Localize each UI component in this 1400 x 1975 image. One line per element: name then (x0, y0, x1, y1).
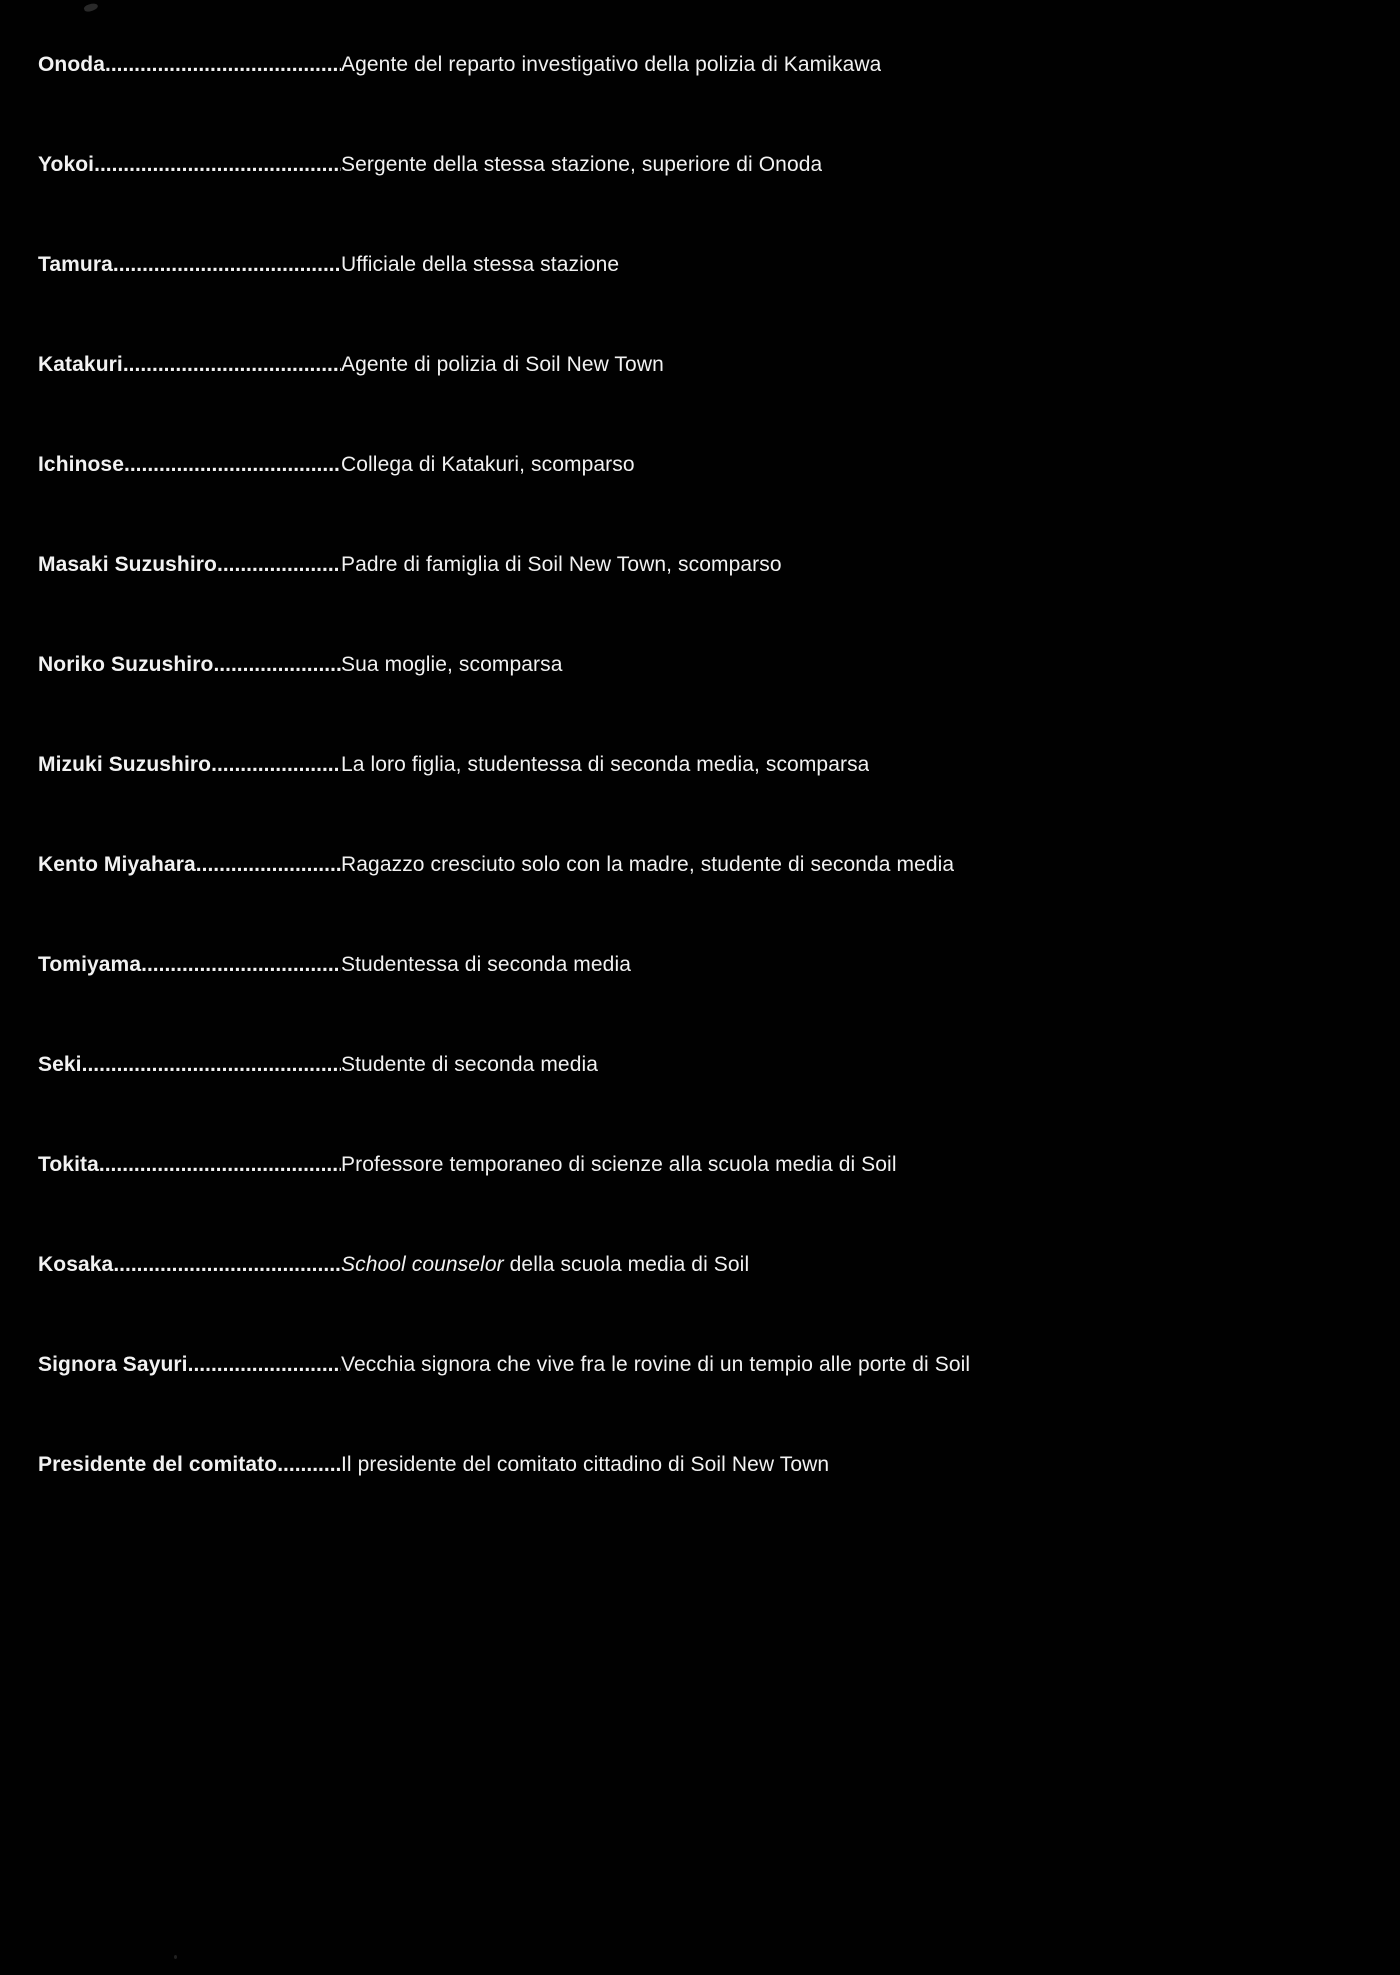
character-row (38, 152, 1370, 252)
character-row (38, 352, 1370, 452)
character-name: Kento Miyahara (38, 853, 196, 876)
character-name: Tamura (38, 253, 113, 276)
character-name-cell (38, 152, 341, 178)
dot-leader (124, 452, 341, 478)
character-row (38, 852, 1370, 952)
dot-leader (188, 1352, 341, 1378)
character-row (38, 1052, 1370, 1152)
character-row (38, 652, 1370, 752)
dot-leader (105, 52, 341, 78)
dot-leader (94, 152, 341, 178)
character-row (38, 1352, 1370, 1452)
character-description: Vecchia signora che vive fra le rovine di un tempio alle porte di Soil (341, 1353, 971, 1376)
character-name: Onoda (38, 53, 105, 76)
character-name: Signora Sayuri (38, 1353, 188, 1376)
character-name: Noriko Suzushiro (38, 653, 214, 676)
dot-leader (123, 352, 341, 378)
character-description: Il presidente del comitato cittadino di Soil New Town (341, 1453, 830, 1476)
character-description-italic: School counselor (341, 1253, 504, 1276)
character-description: Ragazzo cresciuto solo con la madre, studente di seconda media (341, 853, 955, 876)
character-row (38, 752, 1370, 852)
scan-artifact (174, 1955, 177, 1959)
dot-leader (211, 752, 341, 778)
character-name-cell (38, 652, 341, 678)
character-name-cell (38, 52, 341, 78)
dot-leader (113, 1252, 341, 1278)
character-name: Presidente del comitato (38, 1453, 278, 1476)
character-name-cell (38, 1352, 341, 1378)
character-description: Sergente della stessa stazione, superiore di Onoda (341, 153, 823, 176)
character-name: Yokoi (38, 153, 95, 176)
character-description: Agente del reparto investigativo della polizia di Kamikawa (341, 53, 882, 76)
character-name-cell (38, 552, 341, 578)
dot-leader (113, 252, 341, 278)
dot-leader (217, 552, 341, 578)
character-description: Agente di polizia di Soil New Town (341, 353, 664, 376)
character-name-cell (38, 1252, 341, 1278)
character-name: Kosaka (38, 1253, 114, 1276)
character-name-cell (38, 852, 341, 878)
character-name-cell (38, 352, 341, 378)
character-name-cell (38, 752, 341, 778)
character-name-cell (38, 952, 341, 978)
character-row (38, 1252, 1370, 1352)
character-row (38, 952, 1370, 1052)
character-description: Professore temporaneo di scienze alla scuola media di Soil (341, 1153, 897, 1176)
character-description: La loro figlia, studentessa di seconda media, scomparsa (341, 753, 870, 776)
character-name: Ichinose (38, 453, 124, 476)
character-row (38, 52, 1370, 152)
dot-leader (196, 852, 341, 878)
character-name: Tomiyama (38, 953, 142, 976)
character-name-cell (38, 1452, 341, 1478)
character-list (38, 52, 1370, 1552)
character-name: Seki (38, 1053, 82, 1076)
dot-leader (99, 1152, 341, 1178)
character-name-cell (38, 252, 341, 278)
scan-artifact (83, 2, 98, 13)
character-name-cell (38, 1052, 341, 1078)
character-name: Tokita (38, 1153, 99, 1176)
character-row (38, 1152, 1370, 1252)
character-row (38, 452, 1370, 552)
character-row (38, 1452, 1370, 1552)
character-description: Studente di seconda media (341, 1053, 599, 1076)
character-description: School counselor della scuola media di Soil (341, 1253, 750, 1276)
character-description: Ufficiale della stessa stazione (341, 253, 620, 276)
character-name-cell (38, 452, 341, 478)
character-name: Katakuri (38, 353, 123, 376)
character-description: Padre di famiglia di Soil New Town, scomparso (341, 553, 782, 576)
character-description: Studentessa di seconda media (341, 953, 631, 976)
character-name: Masaki Suzushiro (38, 553, 217, 576)
dot-leader (277, 1452, 341, 1478)
dot-leader (213, 652, 341, 678)
character-name-cell (38, 1152, 341, 1178)
character-name: Mizuki Suzushiro (38, 753, 212, 776)
dot-leader (82, 1052, 341, 1078)
character-row (38, 552, 1370, 652)
character-description: Collega di Katakuri, scomparso (341, 453, 635, 476)
character-description: Sua moglie, scomparsa (341, 653, 563, 676)
dot-leader (141, 952, 341, 978)
character-row (38, 252, 1370, 352)
